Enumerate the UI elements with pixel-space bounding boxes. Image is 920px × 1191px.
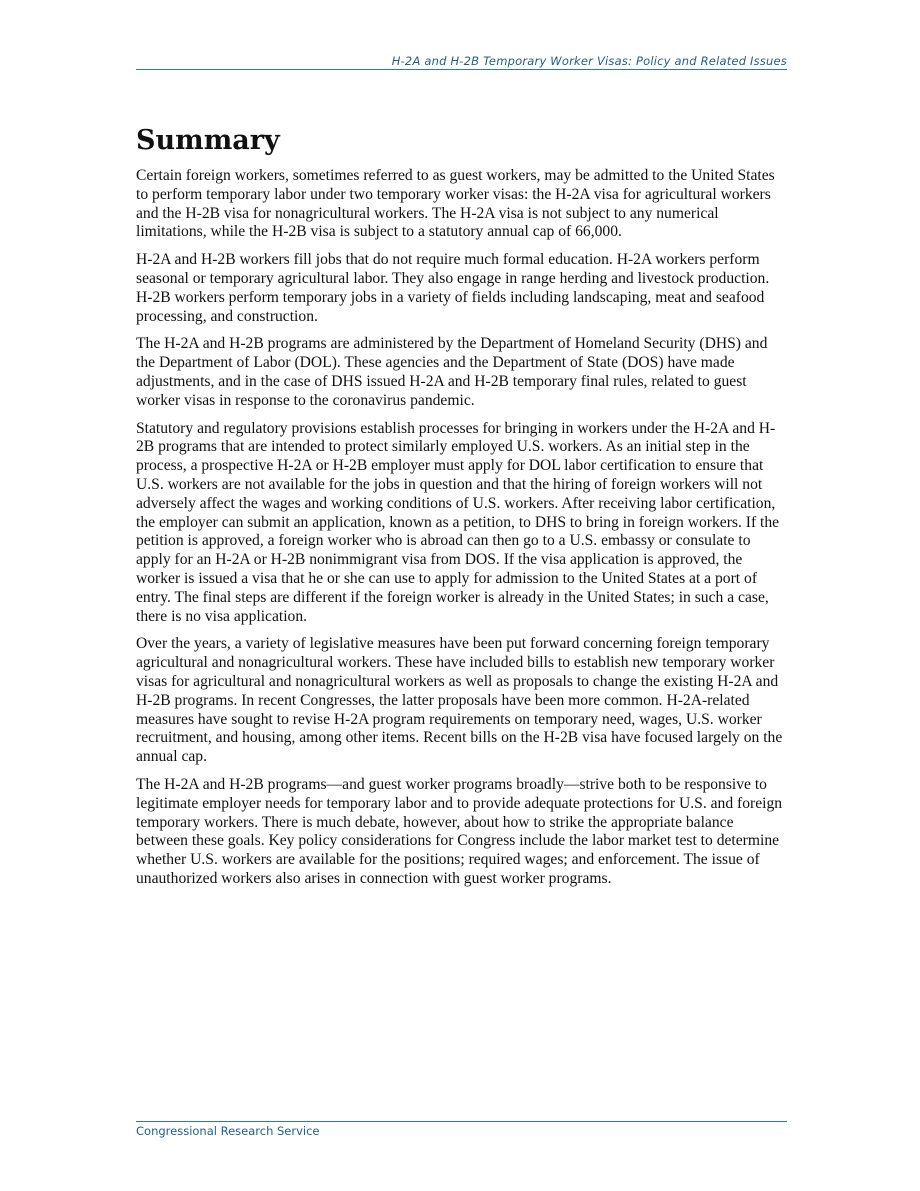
header-divider	[136, 69, 787, 70]
footer-organization: Congressional Research Service	[136, 1124, 320, 1138]
running-header-title: H-2A and H-2B Temporary Worker Visas: Policy and Related Issues	[391, 54, 787, 68]
paragraph-administration: The H-2A and H-2B programs are administered by the Department of Homeland Security (DHS) and the Department of Labor (DOL). These agencies and the Department of State (DOS) have made adjustments, and in the case of DHS issued H-2A and H-2B temporary final rules, related to guest worker visas in response to the coronavirus pandemic.	[136, 335, 768, 409]
paragraph-process: Statutory and regulatory provisions establish processes for bringing in workers under the H-2A and H-2B programs that are intended to protect similarly employed U.S. workers. As an initial step in the process, a prospective H-2A or H-2B employer must apply for DOL labor certification to ensure that U.S. workers are not available for the jobs in question and that the hiring of foreign workers will not adversely affect the wages and working conditions of U.S. workers. After receiving labor certification, the employer can submit an application, known as a petition, to DHS to bring in foreign workers. If the petition is approved, a foreign worker who is abroad can then go to a U.S. embassy or consulate to apply for an H-2A or H-2B nonimmigrant visa from DOS. If the visa application is approved, the worker is issued a visa that he or she can use to apply for admission to the United States at a port of entry. The final steps are different if the foreign worker is already in the United States; in such a case, there is no visa application.	[136, 419, 780, 625]
section-title: Summary	[136, 125, 280, 156]
paragraph-legislation: Over the years, a variety of legislative measures have been put forward concerning foreign temporary agricultural and nonagricultural workers. These have included bills to establish new temporary worker visas for agricultural and nonagricultural workers as well as proposals to change the existing H-2A and H-2B programs. In recent Congresses, the latter proposals have been more common. H-2A-related measures have sought to revise H-2A program requirements on temporary need, wages, U.S. worker recruitment, and housing, among other items. Recent bills on the H-2B visa have focused largely on the annual cap.	[136, 635, 783, 766]
summary-section	[136, 124, 788, 898]
footer-divider	[136, 1121, 787, 1122]
paragraph-visa-overview: Certain foreign workers, sometimes referred to as guest workers, may be admitted to the United States to perform temporary labor under two temporary worker visas: the H-2A visa for agricultural workers and the H-2B visa for nonagricultural workers. The H-2A visa is not subject to any numerical limitations, while the H-2B visa is subject to a statutory annual cap of 66,000.	[136, 167, 775, 241]
paragraph-worker-jobs: H-2A and H-2B workers fill jobs that do not require much formal education. H-2A workers perform seasonal or temporary agricultural labor. They also engage in range herding and livestock production. H-2B workers perform temporary jobs in a variety of fields including landscaping, meat and seafood processing, and construction.	[136, 251, 770, 325]
paragraph-policy-considerations: The H-2A and H-2B programs—and guest worker programs broadly—strive both to be responsive to legitimate employer needs for temporary labor and to provide adequate protections for U.S. and foreign temporary workers. There is much debate, however, about how to strike the appropriate balance between these goals. Key policy considerations for Congress include the labor market test to determine whether U.S. workers are available for the positions; required wages; and enforcement. The issue of unauthorized workers also arises in connection with guest worker programs.	[136, 775, 783, 887]
